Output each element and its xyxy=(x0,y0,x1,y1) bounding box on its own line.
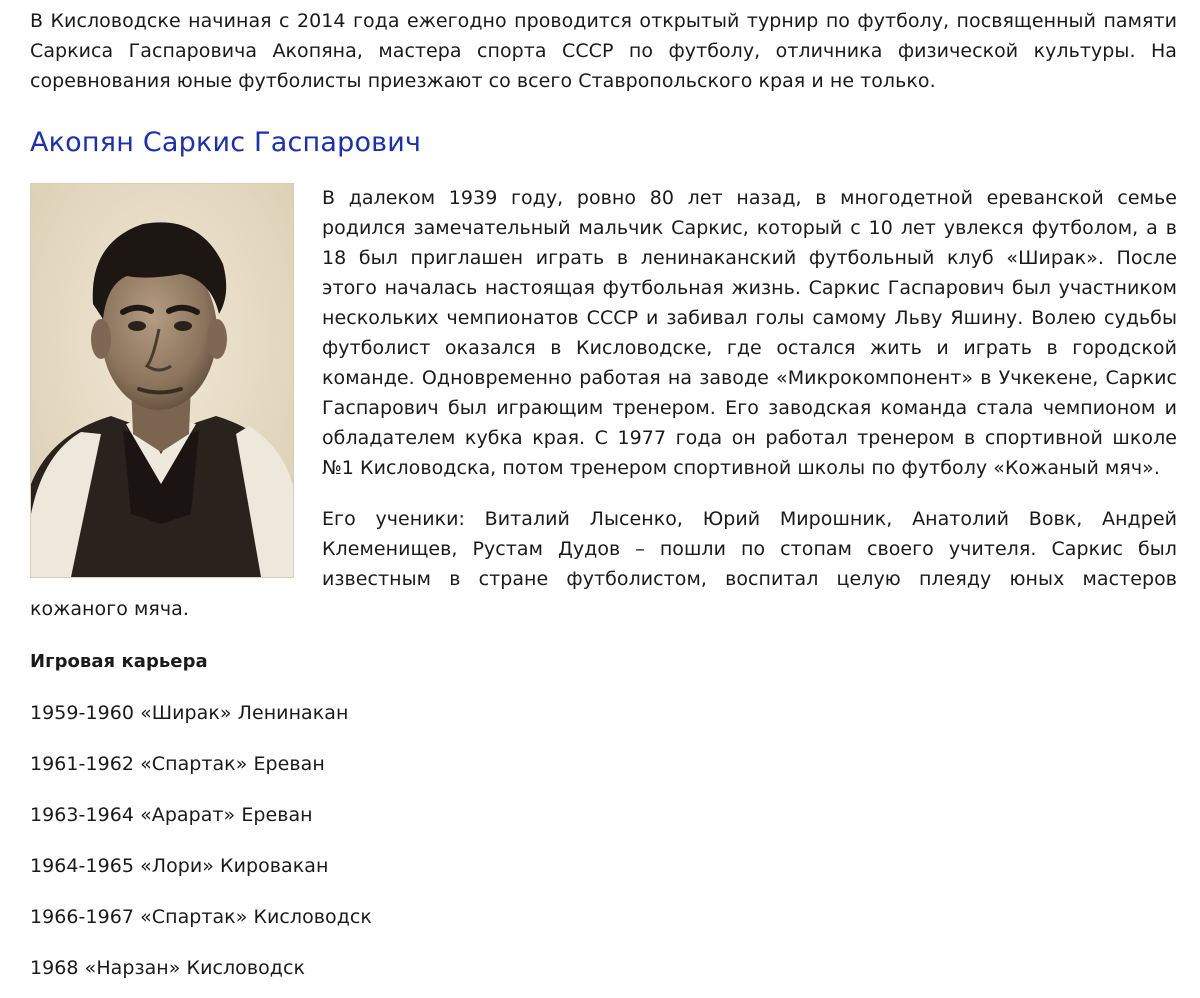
career-item: 1959-1960 «Ширак» Ленинакан xyxy=(30,702,349,724)
career-item: 1963-1964 «Арарат» Ереван xyxy=(30,804,313,826)
career-item: 1966-1967 «Спартак» Кисловодск xyxy=(30,906,372,928)
career-item: 1964-1965 «Лори» Кировакан xyxy=(30,855,329,877)
bio-paragraph: Его ученики: Виталий Лысенко, Юрий Мирошник, Анатолий Вовк, Андрей Клеменищев, Рустам Дудов – пошли по стопам своего учителя. Саркис был известным в стране футболистом, воспитал целую плеяду юных мастеров кожаного мяча. xyxy=(30,508,1177,620)
career-item: 1968 «Нарзан» Кисловодск xyxy=(30,957,305,979)
bio-paragraph: В далеком 1939 году, ровно 80 лет назад, в многодетной ереванской семье родился замечательный мальчик Саркис, который с 10 лет увлекся футболом, а в 18 был приглашен играть в ленинаканский футбольный клуб «Ширак». После этого началась настоящая футбольная жизнь. Саркис Гаспарович был участником нескольких чемпионатов СССР и забивал голы самому Льву Яшину. Волею судьбы футболист оказался в Кисловодске, где остался жить и играть в городской команде. Одновременно работая на заводе «Микрокомпонент» в Учкекене, Саркис Гаспарович был играющим тренером. Его заводская команда стала чемпионом и обладателем кубка края. С 1977 года он работал тренером в спортивной школе №1 Кисловодска, потом тренером спортивной школы по футболу «Кожаный мяч». xyxy=(322,187,1177,479)
article xyxy=(30,6,1177,983)
career-item: 1961-1962 «Спартак» Ереван xyxy=(30,753,325,775)
intro-paragraph: В Кисловодске начиная с 2014 года ежегодно проводится открытый турнир по футболу, посвященный памяти Саркиса Гаспаровича Акопяна, мастера спорта СССР по футболу, отличника физической культуры. На соревнования юные футболисты приезжают со всего Ставропольского края и не только. xyxy=(30,10,1177,92)
portrait-photo xyxy=(30,183,294,578)
career-heading: Игровая карьера xyxy=(30,651,208,672)
article-title: Акопян Саркис Гаспарович xyxy=(30,127,422,158)
bio-section xyxy=(30,183,1177,624)
portrait-image xyxy=(31,184,293,577)
